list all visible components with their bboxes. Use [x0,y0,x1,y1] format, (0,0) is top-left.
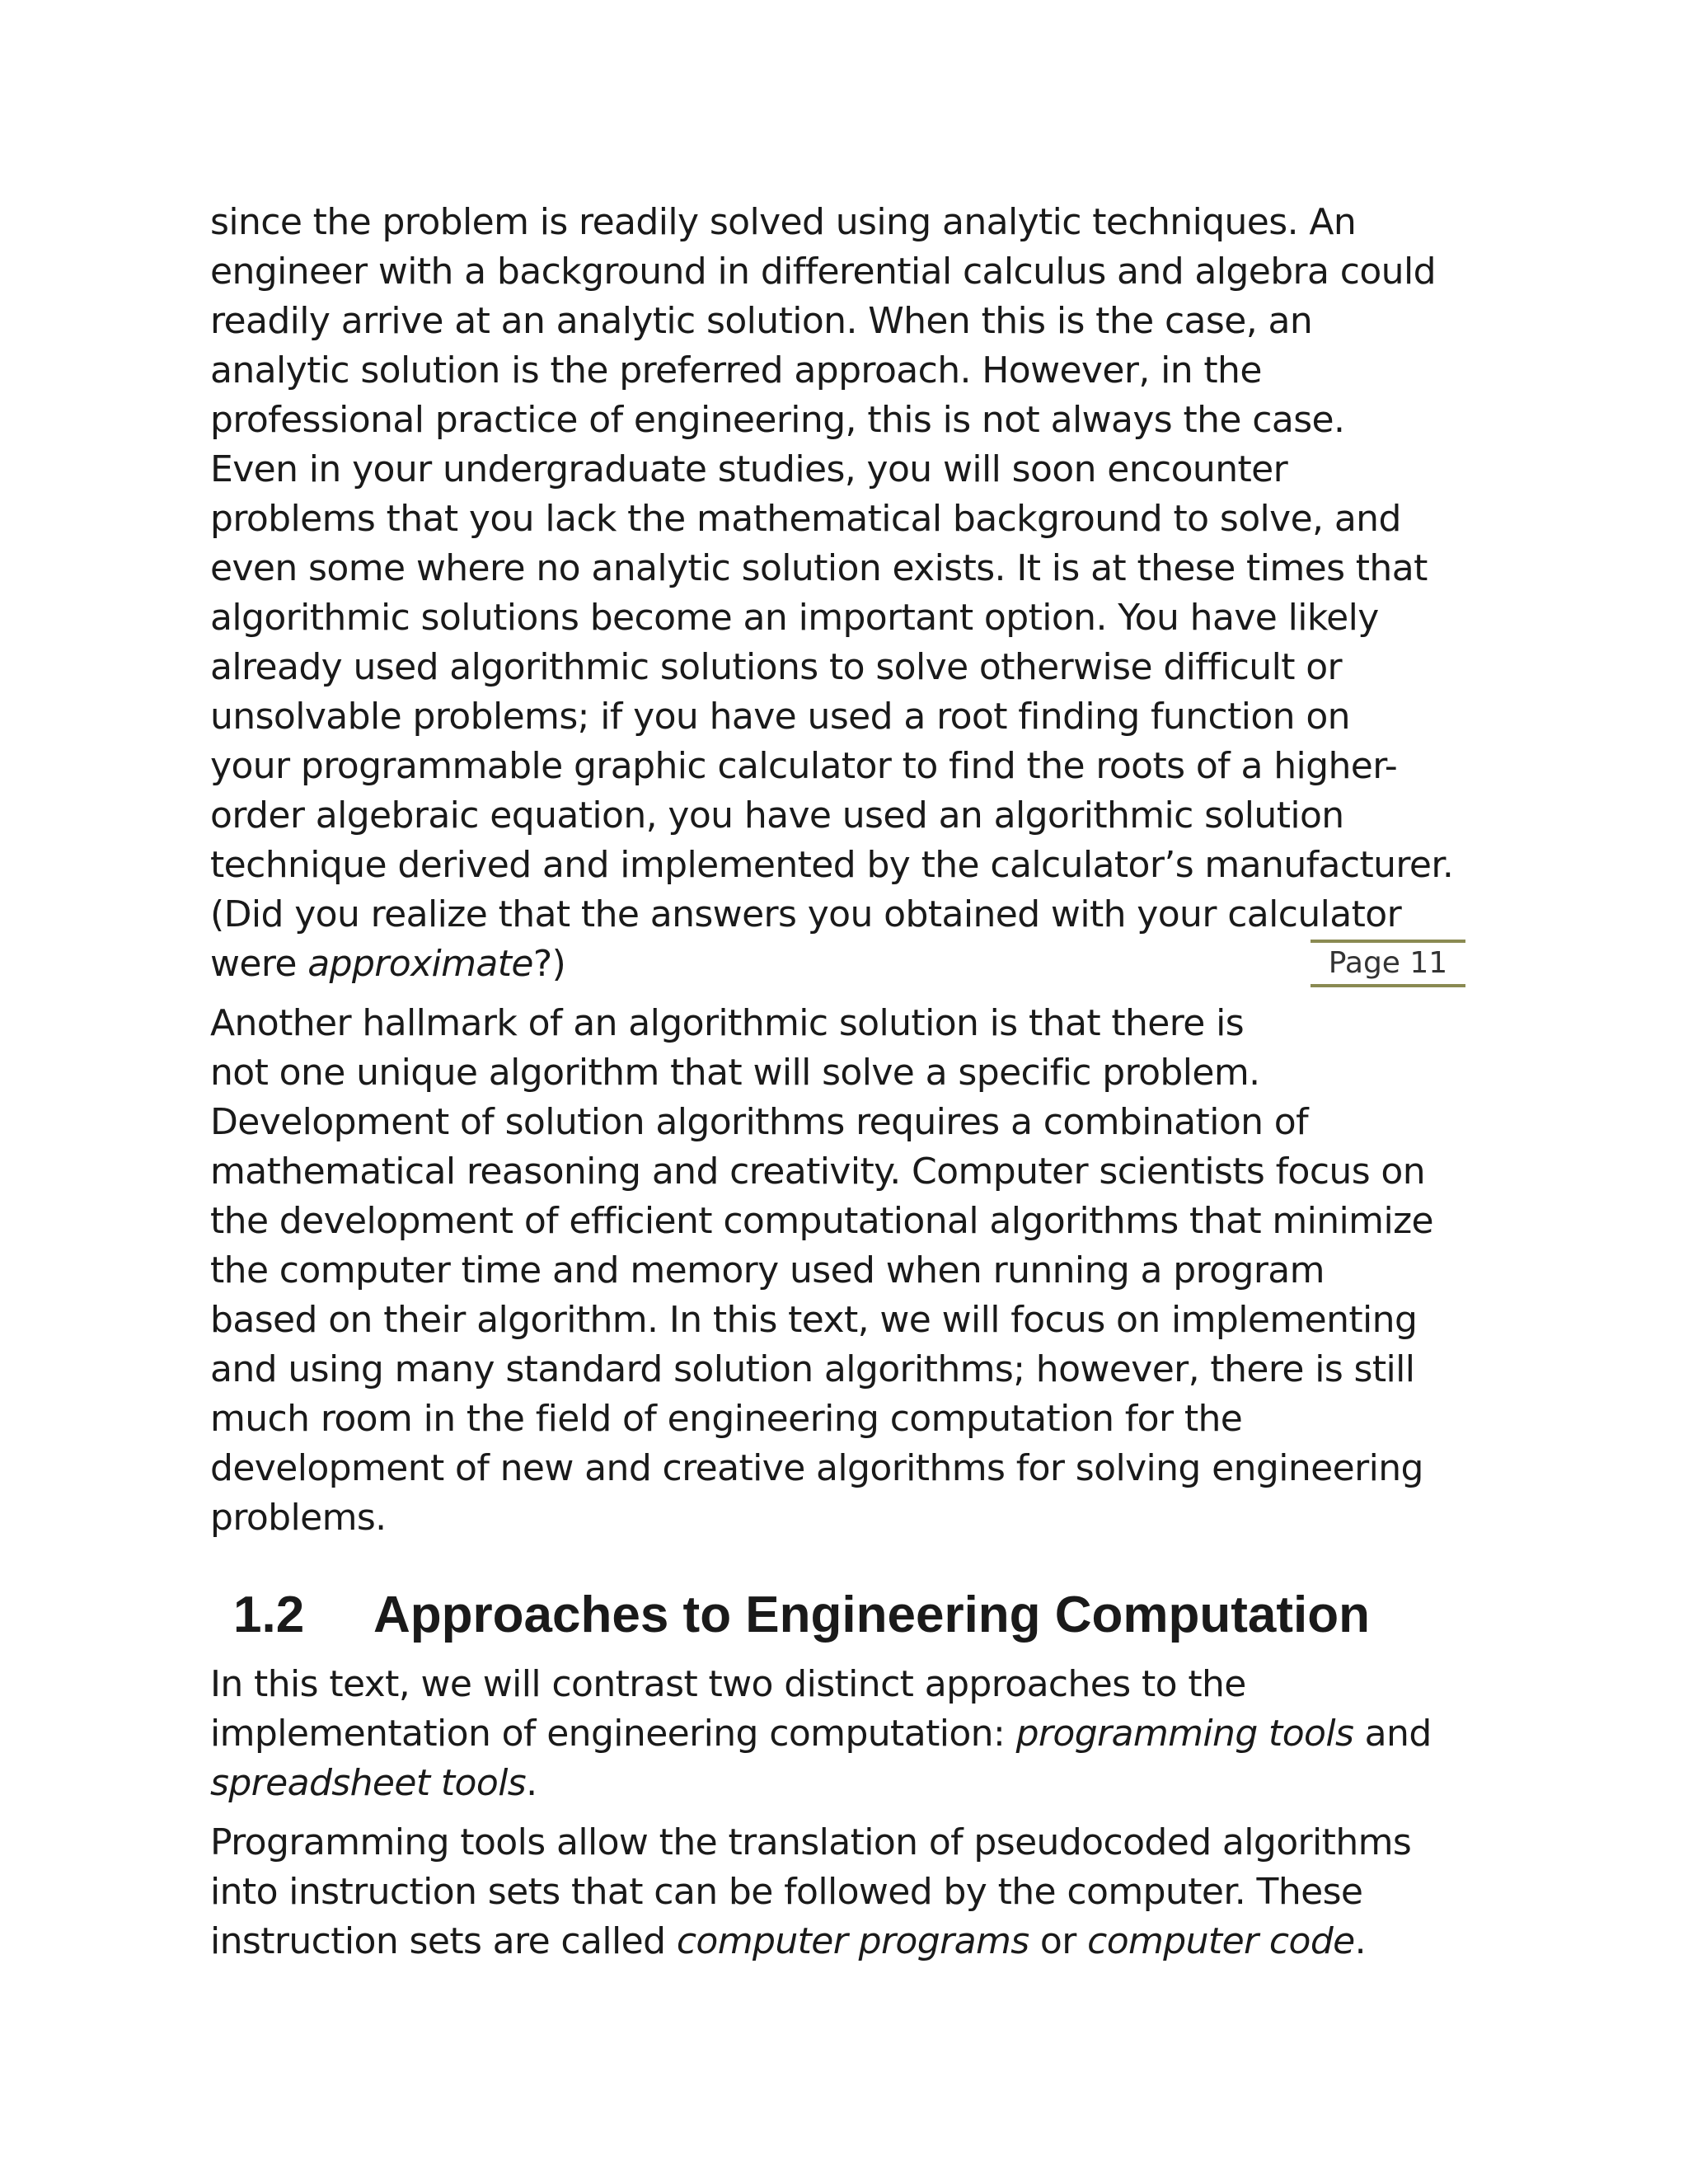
text-line: mathematical reasoning and creativity. Computer scientists focus on [210,1151,1426,1193]
text-line: much room in the field of engineering computation for the [210,1398,1243,1440]
text-line: Programming tools allow the translation of pseudocoded algorithms [210,1821,1412,1863]
text-line: development of new and creative algorithms for solving engineering [210,1447,1423,1489]
text-line: analytic solution is the preferred approach. However, in the [210,349,1262,391]
text-line: already used algorithmic solutions to solve otherwise difficult or [210,646,1343,688]
text-line: professional practice of engineering, this is not always the case. [210,399,1345,441]
text-line [210,1709,1479,1759]
text-line [210,1917,1479,1966]
page-body [210,198,1479,1966]
text-line: technique derived and implemented by the calculator’s manufacturer. [210,844,1454,886]
text-line: engineer with a background in differential calculus and algebra could [210,251,1436,293]
text-line: (Did you realize that the answers you obtained with your calculator [210,893,1402,935]
text-line: readily arrive at an analytic solution. When this is the case, an [210,300,1313,342]
text-line: since the problem is readily solved using analytic techniques. An [210,201,1357,243]
paragraph-3 [210,1660,1479,1808]
text-line: problems that you lack the mathematical background to solve, and [210,498,1401,540]
text-run: and [1353,1713,1432,1755]
text-line: even some where no analytic solution exists. It is at these times that [210,547,1428,589]
text-line: order algebraic equation, you have used an algorithmic solution [210,794,1344,837]
text-run: ?) [532,943,566,985]
text-line [210,1759,1479,1808]
text-run: instruction sets are called [210,1920,677,1962]
text-line: not one unique algorithm that will solve a specific problem. [210,1052,1260,1094]
text-line: Even in your undergraduate studies, you will soon encounter [210,448,1288,490]
text-line: and using many standard solution algorithms; however, there is still [210,1348,1415,1390]
emphasis-text: approximate [307,943,533,985]
emphasis-text: spreadsheet tools [210,1762,527,1804]
text-line: algorithmic solutions become an important option. You have likely [210,597,1379,639]
text-run: . [1354,1920,1367,1962]
text-line [210,940,1479,989]
emphasis-text: computer code [1087,1920,1355,1962]
section-number: 1.2 [233,1586,305,1643]
text-run: or [1029,1920,1088,1962]
text-line: into instruction sets that can be followed by the computer. These [210,1871,1363,1913]
text-line: problems. [210,1497,387,1539]
text-line: unsolvable problems; if you have used a root finding function on [210,696,1350,738]
emphasis-text: computer programs [676,1920,1029,1962]
text-line: Development of solution algorithms requires a combination of [210,1101,1309,1143]
text-line: Another hallmark of an algorithmic solution is that there is [210,1002,1245,1044]
paragraph-2 [210,999,1479,1543]
text-run: implementation of engineering computation: [210,1713,1016,1755]
text-line: based on their algorithm. In this text, we will focus on implementing [210,1299,1418,1341]
text-line: your programmable graphic calculator to find the roots of a higher- [210,745,1398,787]
section-title: Approaches to Engineering Computation [373,1586,1371,1643]
text-line: the computer time and memory used when running a program [210,1249,1325,1291]
text-line: In this text, we will contrast two distinct approaches to the [210,1663,1246,1705]
paragraph-4 [210,1818,1479,1966]
page-number-marker: Page 11 [1311,940,1465,987]
text-line: the development of efficient computational algorithms that minimize [210,1200,1434,1242]
paragraph-1 [210,198,1479,989]
emphasis-text: programming tools [1015,1713,1354,1755]
text-run: were [210,943,308,985]
section-heading [210,1582,1479,1648]
text-run: . [526,1762,537,1804]
